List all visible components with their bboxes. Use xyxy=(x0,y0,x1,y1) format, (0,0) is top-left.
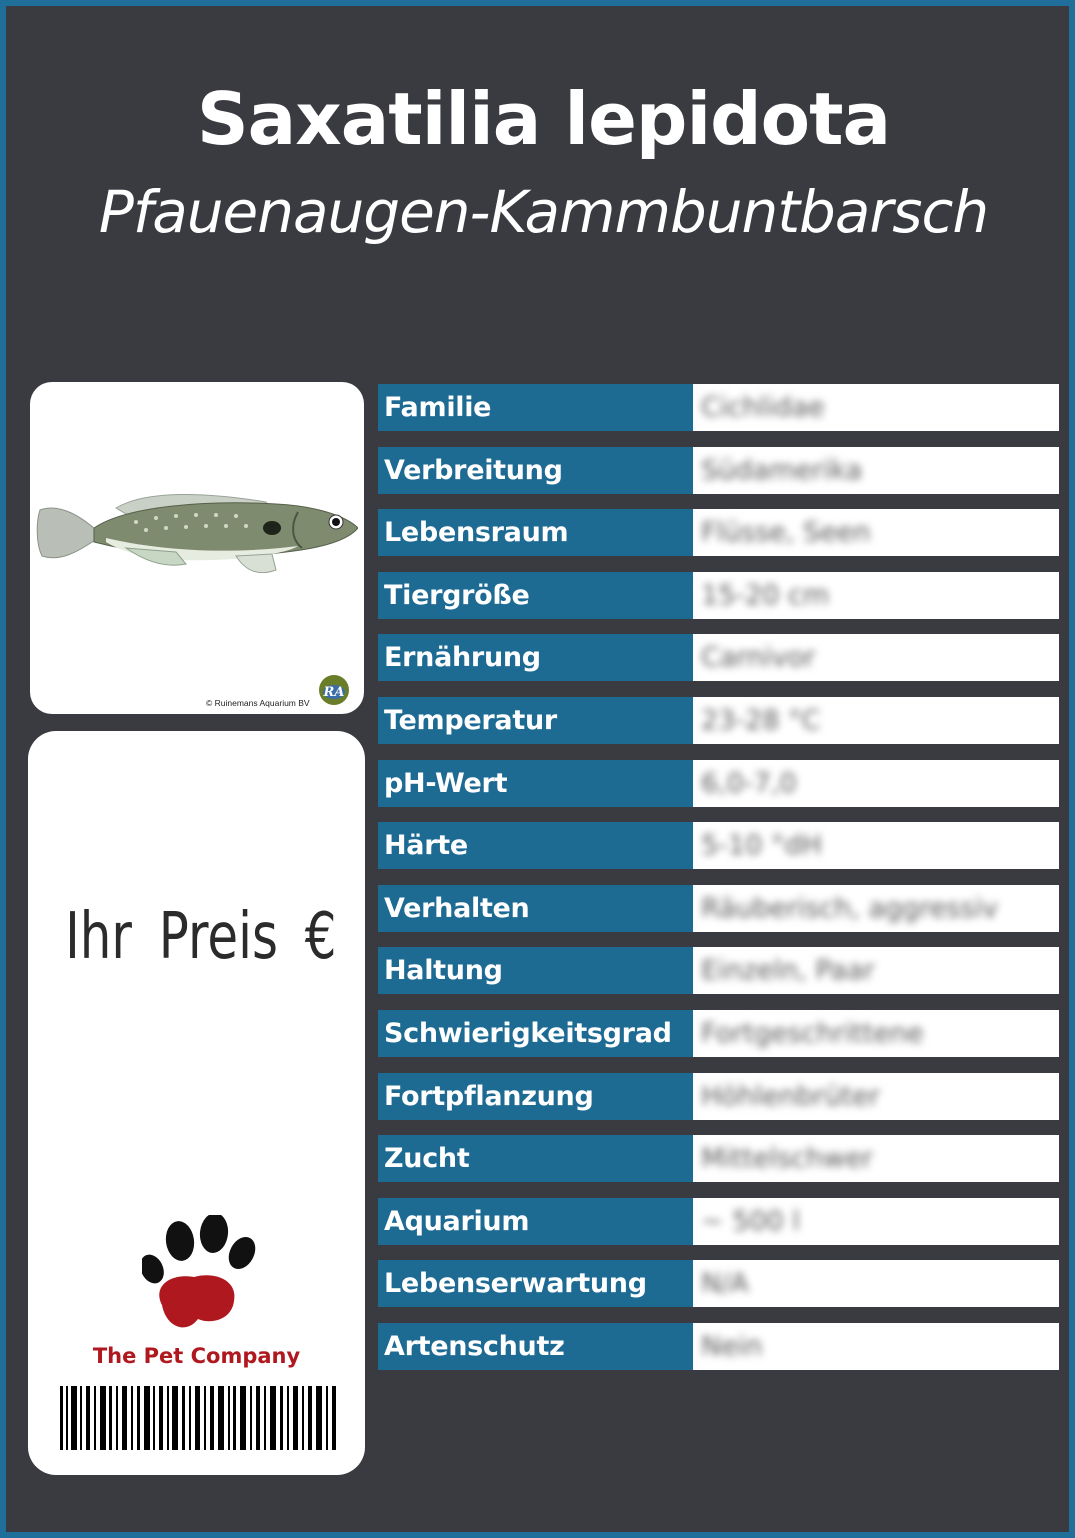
fact-row xyxy=(378,509,1059,556)
fact-label: pH-Wert xyxy=(378,760,693,807)
fact-label: Fortpflanzung xyxy=(378,1073,693,1120)
fact-value-cell xyxy=(693,1260,1059,1307)
fact-value-cell xyxy=(693,1073,1059,1120)
fact-value: 23-28 °C xyxy=(701,705,821,736)
fact-value: Höhlenbrüter xyxy=(701,1081,880,1112)
barcode-icon xyxy=(60,1386,338,1450)
fact-row xyxy=(378,572,1059,619)
fact-value-cell xyxy=(693,697,1059,744)
fact-value: Carnivor xyxy=(701,642,816,673)
fact-label: Lebensraum xyxy=(378,509,693,556)
fact-value: Südamerika xyxy=(701,455,863,486)
svg-text:RA: RA xyxy=(323,685,345,700)
fact-value-cell xyxy=(693,447,1059,494)
fact-row xyxy=(378,1260,1059,1307)
fact-label: Zucht xyxy=(378,1135,693,1182)
fact-value-cell xyxy=(693,822,1059,869)
fact-label: Verhalten xyxy=(378,885,693,932)
fact-label: Haltung xyxy=(378,947,693,994)
fact-value-cell xyxy=(693,947,1059,994)
fact-value: Räuberisch, aggressiv xyxy=(701,893,998,924)
fact-value-cell xyxy=(693,1323,1059,1370)
fact-label: Tiergröße xyxy=(378,572,693,619)
fact-label: Verbreitung xyxy=(378,447,693,494)
fact-value: Fortgeschrittene xyxy=(701,1018,924,1049)
fact-label: Artenschutz xyxy=(378,1323,693,1370)
fact-value: N/A xyxy=(701,1268,749,1299)
fact-value-cell xyxy=(693,572,1059,619)
fish-photo-card xyxy=(30,382,364,714)
fact-value-cell xyxy=(693,885,1059,932)
fact-row xyxy=(378,697,1059,744)
fact-value: ~ 500 l xyxy=(701,1206,800,1237)
fact-value: 15-20 cm xyxy=(701,580,830,611)
fact-value-cell xyxy=(693,1135,1059,1182)
species-title: Saxatilia lepidota xyxy=(196,77,891,161)
fact-value-cell xyxy=(693,1010,1059,1057)
common-name-subtitle: Pfauenaugen-Kammbuntbarsch xyxy=(98,178,989,246)
fact-label: Temperatur xyxy=(378,697,693,744)
fact-label: Härte xyxy=(378,822,693,869)
fact-row xyxy=(378,1010,1059,1057)
fact-label: Ernährung xyxy=(378,634,693,681)
fact-label: Schwierigkeitsgrad xyxy=(378,1010,693,1057)
fact-row xyxy=(378,1135,1059,1182)
fact-value: Einzeln, Paar xyxy=(701,955,875,986)
fact-value: Cichlidae xyxy=(701,392,825,423)
price-label: Ihr Preis € xyxy=(65,900,337,974)
photo-copyright: © Ruinemans Aquarium BV xyxy=(206,698,310,708)
fact-value: 6,0-7,0 xyxy=(701,768,797,799)
fact-row xyxy=(378,885,1059,932)
fact-label: Familie xyxy=(378,384,693,431)
fact-row xyxy=(378,1198,1059,1245)
fact-value-cell xyxy=(693,1198,1059,1245)
paw-icon xyxy=(142,1215,262,1340)
fact-value-cell xyxy=(693,634,1059,681)
fact-row xyxy=(378,760,1059,807)
fact-row xyxy=(378,822,1059,869)
fact-value: Nein xyxy=(701,1331,763,1362)
fact-value: Mittelschwer xyxy=(701,1143,873,1174)
fact-value-cell xyxy=(693,760,1059,807)
fact-row xyxy=(378,1073,1059,1120)
price-card xyxy=(28,731,365,1475)
fact-row xyxy=(378,634,1059,681)
ra-logo-icon xyxy=(318,674,350,706)
company-name: The Pet Company xyxy=(92,1344,301,1368)
fish-image xyxy=(36,482,358,582)
fact-row xyxy=(378,384,1059,431)
fact-value: Flüsse, Seen xyxy=(701,517,871,548)
fact-value-cell xyxy=(693,384,1059,431)
fact-label: Aquarium xyxy=(378,1198,693,1245)
fact-row xyxy=(378,1323,1059,1370)
fact-value: 5-10 °dH xyxy=(701,830,822,861)
fact-value-cell xyxy=(693,509,1059,556)
fact-row xyxy=(378,947,1059,994)
fact-row xyxy=(378,447,1059,494)
fact-label: Lebenserwartung xyxy=(378,1260,693,1307)
